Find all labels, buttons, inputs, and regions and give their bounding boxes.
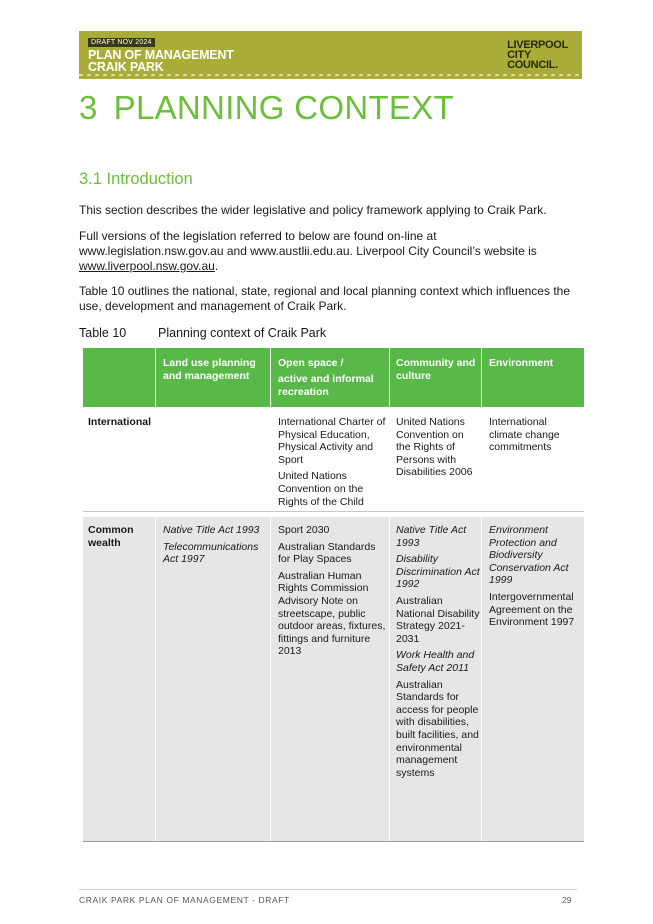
context-paragraph: Table 10 outlines the national, state, regional and local planning context which influences the use, development and management of Craik Park. <box>79 284 570 313</box>
subsection-heading: 3.1 Introduction <box>79 170 193 188</box>
footer-title: CRAIK PARK PLAN OF MANAGEMENT - DRAFT <box>79 895 290 905</box>
table-caption: Table 10 Planning context of Craik Park <box>79 326 327 340</box>
document-title: PLAN OF MANAGEMENT CRAIK PARK <box>88 48 234 74</box>
section-heading: 3 PLANNING CONTEXT <box>79 89 454 126</box>
draft-tag: DRAFT NOV 2024 <box>88 38 155 47</box>
header-open-space: Open space / active and informal recreation <box>278 357 374 398</box>
row-label: International <box>88 416 152 428</box>
cell-land-use: Native Title Act 1993 Telecommunications Act 1997 <box>163 524 260 566</box>
council-website-link[interactable]: www.liverpool.nsw.gov.au <box>79 259 215 273</box>
planning-context-table <box>83 348 584 842</box>
header-environment: Environment <box>489 357 554 369</box>
cell-open-space: Sport 2030 Australian Standards for Play Spaces Australian Human Rights Commission Advisory Note on streetscape, public outdoor areas, fixtures, fittings and furniture 2013 <box>278 524 386 658</box>
cell-community: United Nations Convention on the Rights of Persons with Disabilities 2006 <box>396 416 473 479</box>
banner-divider <box>79 74 582 76</box>
intro-paragraph: This section describes the wider legislative and policy framework applying to Craik Park. <box>79 203 547 217</box>
table-row-commonwealth <box>83 517 584 842</box>
page-number: 29 <box>562 895 572 905</box>
cell-environment: International climate change commitments <box>489 416 560 454</box>
header-land-use: Land use planning and management <box>163 357 256 382</box>
table-header-row <box>83 348 584 407</box>
header-banner <box>79 31 582 79</box>
table-row-international <box>83 407 584 511</box>
cell-community: Native Title Act 1993 Disability Discrimination Act 1992 Australian National Disability Strategy 2021-2031 Work Health and Safety Act 2011 Australian Standards for access for people with disabilities, built facilities, and environmental management systems <box>396 524 480 779</box>
cell-environment: Environment Protection and Biodiversity Conservation Act 1999 Intergovernmental Agreement on the Environment 1997 <box>489 524 575 629</box>
row-label: Common wealth <box>88 524 134 549</box>
cell-open-space: International Charter of Physical Education, Physical Activity and Sport United Nations Convention on the Rights of the Child <box>278 416 386 508</box>
footer-divider <box>79 889 577 890</box>
header-community: Community and culture <box>396 357 476 382</box>
council-logo: LIVERPOOL CITY COUNCIL. <box>507 39 568 71</box>
legislation-paragraph: Full versions of the legislation referred to below are found on-line at www.legislation.nsw.gov.au and www.austlii.edu.au. Liverpool City Council’s website is www.liverpool.nsw.gov.au. <box>79 229 537 273</box>
